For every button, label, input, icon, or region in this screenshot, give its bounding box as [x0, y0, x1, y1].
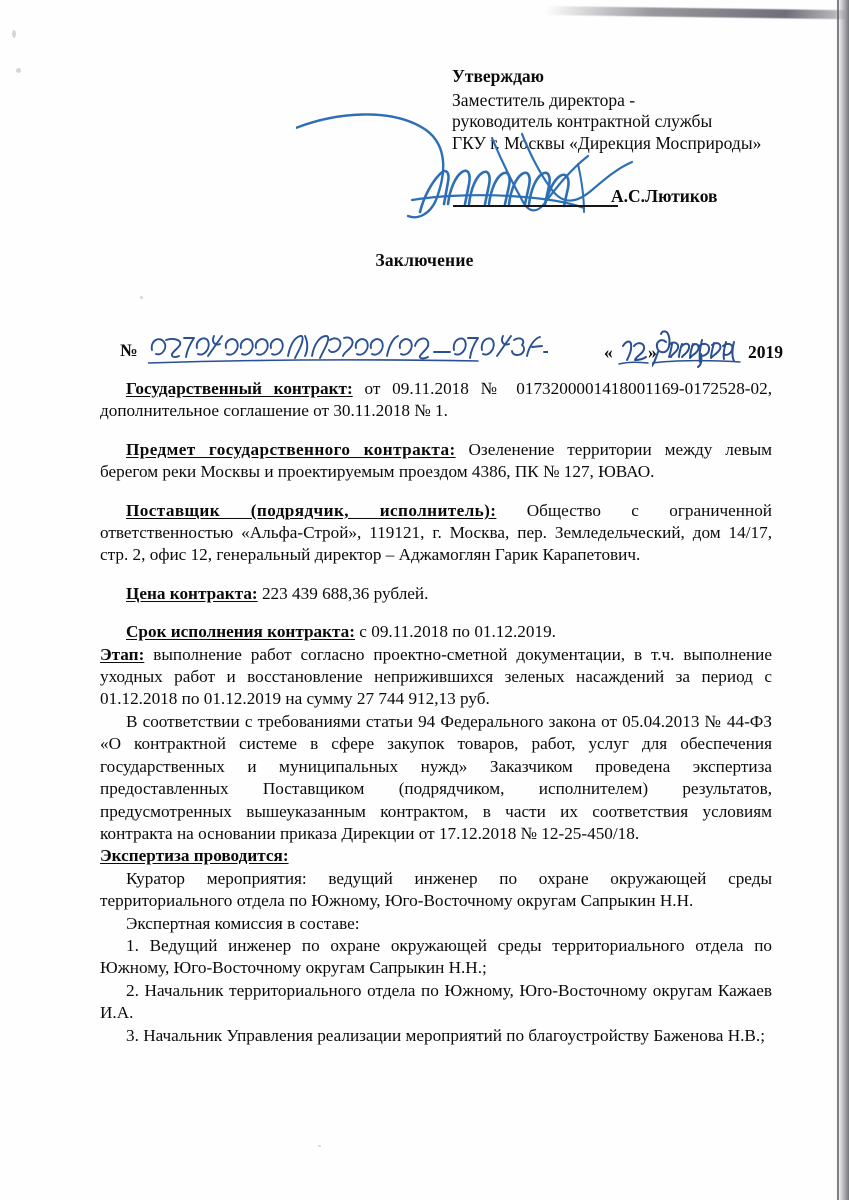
- section-state-contract: [100, 378, 772, 423]
- handwritten-month: [652, 330, 746, 368]
- scan-speck: [16, 68, 21, 73]
- expertise-heading-label: Экспертиза проводится:: [100, 846, 289, 866]
- scan-speck: [140, 296, 143, 299]
- section-stage-label: Этап:: [100, 644, 145, 664]
- section-state-contract-label: Государственный контракт:: [126, 379, 353, 398]
- approval-line-3: ГКУ г. Москвы «Дирекция Мосприроды»: [452, 132, 762, 153]
- section-contract-term-text: с 09.11.2018 по 01.12.2019.: [355, 622, 556, 642]
- expertise-member-3: 3. Начальник Управления реализации мероприятий по благоустройству Баженова Н.В.;: [126, 1025, 765, 1045]
- date-quote-open: «: [604, 342, 613, 362]
- signatory-name: А.С.Лютиков: [611, 186, 718, 206]
- document-title: Заключение: [375, 250, 474, 270]
- section-supplier: [100, 500, 772, 567]
- section-contract-subject-label: Предмет государственного контракта:: [126, 439, 456, 459]
- approval-line-2: руководитель контрактной службы: [452, 111, 713, 131]
- approval-block: [452, 66, 792, 154]
- document-body: [100, 378, 772, 1047]
- expertise-member-2: 2. Начальник территориального отдела по Южному, Юго-Восточному округам Кажаев И.А.: [100, 980, 772, 1023]
- number-prefix: №: [120, 340, 138, 360]
- approval-line-1: Заместитель директора -: [452, 89, 636, 110]
- scan-speck: [12, 30, 16, 38]
- scan-streak-artifact: [545, 6, 845, 19]
- expertise-curator: Куратор мероприятия: ведущий инженер по охране окружающей среды территориального отдела по Южному, Юго-Восточному округам Сапрыкин Н.Н.: [100, 868, 772, 911]
- section-contract-subject-text: Озеленение территории между левым берегом реки Москвы и проектируемым проездом 4386, ПК № 127, ЮВАО.: [100, 439, 772, 482]
- expertise-commission-intro: Экспертная комиссия в составе:: [126, 913, 360, 933]
- date-year: 2019: [748, 342, 783, 362]
- section-state-contract-text: от 09.11.2018 № 0173200001418001169-0172528-02, дополнительное соглашение от 30.11.2018 № 1.: [100, 379, 773, 421]
- law-paragraph: В соответствии с требованиями статьи 94 Федерального закона от 05.04.2013 № 44-ФЗ «О контрактной системе в сфере закупок товаров, работ, услуг для обеспечения государственных и муниципальных нужд» Заказчиком проведена экспертиза предоставленных Поставщиком (подрядчиком, исполнителем) результатов, предусмотренных вышеуказанным контрактом, в части их соответствия условиям контракта на основании приказа Дирекции от 17.12.2018 № 12-25-450/18.: [100, 711, 772, 843]
- section-contract-term-label: Срок исполнения контракта:: [126, 622, 355, 642]
- expertise-member-1: 1. Ведущий инженер по охране окружающей среды территориального отдела по Южному, Юго-Восточному округам Сапрыкин Н.Н.;: [100, 935, 772, 978]
- section-contract-price: [100, 583, 772, 605]
- section-contract-term: [100, 621, 772, 643]
- handwritten-day: [617, 336, 651, 366]
- section-contract-price-text: 223 439 688,36 рублей.: [257, 583, 429, 603]
- section-supplier-text: Общество с ограниченной ответственностью «Альфа-Строй», 119121, г. Москва, пер. Земледельческий, дом 14/17, стр. 2, офис 12, генеральный директор – Аджамоглян Гарик Карапетович.: [100, 500, 772, 565]
- handwritten-document-number: [148, 330, 548, 370]
- expertise-heading: [100, 845, 772, 867]
- scan-right-edge-line: [837, 0, 839, 1200]
- section-stage-text: выполнение работ согласно проектно-сметной документации, в т.ч. выполнение уходных работ и восстановление неприжившихся зеленых насаждений за период с 01.12.2018 по 01.12.2019 на сумму 27 744 912,13 руб.: [100, 644, 772, 709]
- signature-rule: [453, 205, 618, 207]
- section-contract-subject: [100, 439, 772, 484]
- section-stage: [100, 644, 772, 711]
- approval-word: Утверждаю: [452, 66, 545, 86]
- section-contract-price-label: Цена контракта:: [126, 583, 258, 603]
- section-supplier-label: Поставщик (подрядчик, исполнитель):: [126, 500, 497, 520]
- date-quote-close: »: [648, 342, 657, 362]
- scan-speck: [318, 1145, 321, 1147]
